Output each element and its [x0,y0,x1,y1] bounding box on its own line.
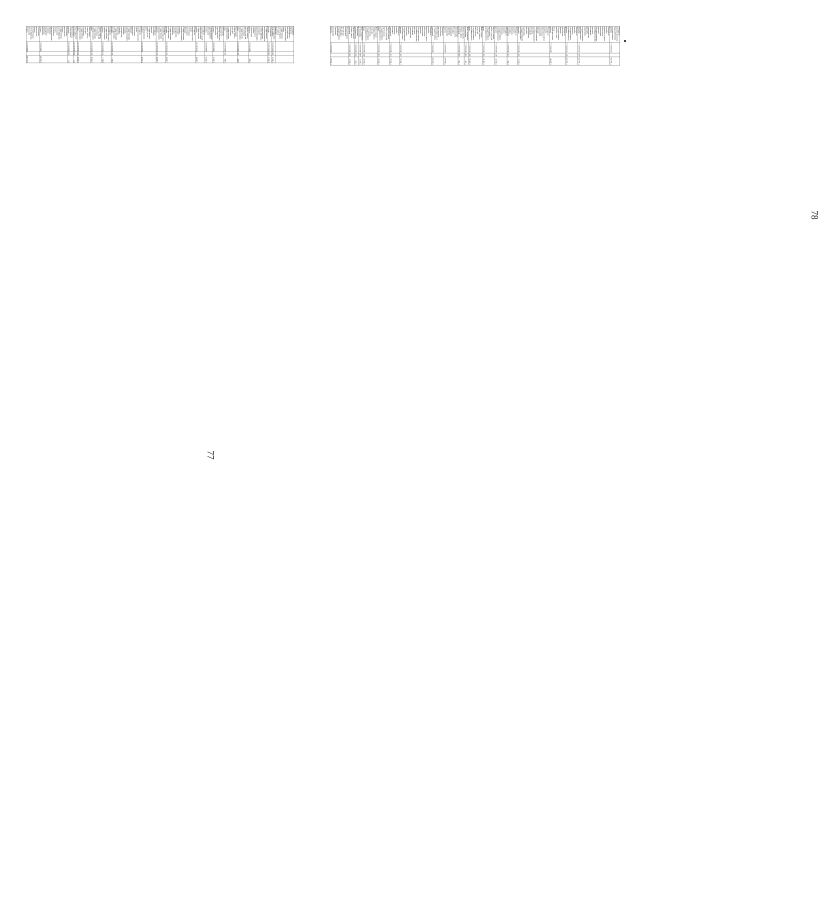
row-expense-type: 240 [77,52,90,56]
table-row [90,26,101,63]
row-code: 77 1 00 00000 [26,42,39,52]
table-row [507,26,517,65]
table-row [495,26,507,65]
row-amount: 4 762,5 [495,57,507,65]
row-name: Расходы на выплаты персоналу в целях обеспечения выполнения функций государственными (муниципальными) органами, казенными учреждениями, органами управления государственными внебюджетными фондами [399,26,432,42]
row-name: Иные закупки товаров, работ и услуг для обеспечения государственных (муниципальных) нужд [468,26,483,41]
row-expense-type: 800 [464,53,468,57]
page-number: 77 [205,450,216,460]
row-code: 77 2 00 00590 [377,42,389,53]
row-expense-type: 200 [237,52,248,56]
row-name: Расходы на выплаты по оплате труда работников государственных органов [609,26,620,42]
page-number: 78 [809,210,820,220]
row-expense-type: 100 [111,52,141,56]
table-row [389,26,399,65]
row-amount: 261,1 [458,57,464,65]
row-expense-type: 800 [73,52,76,55]
row-expense-type: 120 [102,52,111,56]
table-row [483,26,495,65]
table-row [39,26,67,63]
table-row [205,26,213,63]
row-amount: 210,0 [354,57,358,65]
table-row [377,26,389,65]
row-code: 77 1 00 00190 [464,42,468,53]
row-code: 76 0 00 00000 [213,42,224,52]
table-row [458,26,464,65]
row-amount: 312 093,1 [610,57,620,65]
row-name: Исполнение судебных актов [354,26,358,42]
row-name: Иные бюджетные ассигнования [73,26,77,42]
row-code: 77 2 00 00590 [359,42,363,53]
row-amount: 300,0 [237,55,248,63]
row-expense-type: 100 [517,53,549,57]
table-row [275,26,294,63]
row-amount: 1 198,8 [111,55,141,63]
row-name: Иные закупки товаров, работ и услуг для обеспечения государственных (муниципальных) нужд [224,26,237,42]
row-code: 76 1 00 00190 [111,42,141,52]
row-expense-type: 200 [483,53,495,57]
row-code: 76 1 00 00190 [102,42,111,52]
row-name: Расходы на выплаты персоналу государственных (муниципальных) органов [494,26,508,41]
row-code: 77 2 00 00590 [399,42,431,53]
table-row [363,26,377,65]
row-code: 77 2 00 00590 [389,42,399,53]
row-code: 75 2 00 20010 [271,42,274,52]
row-name: Расходы на выплаты персоналу в целях обеспечения выполнения функций государственными (муниципальными) органами, казенными учреждениями, органами управления государственными внебюджетными фондами [111,26,142,41]
row-name: Расходы на выплаты персоналу в целях обеспечения выполнения функций государственными (муниципальными) органами, казенными учреждениями, органами управления государственными внебюджетными фондами [577,26,610,42]
table-row [111,26,141,63]
row-code: 77 3 00 00000 [330,42,348,53]
row-amount: 29 471,8 [468,57,482,65]
table-row [141,26,156,63]
row-expense-type: 110 [389,53,399,57]
row-amount: 261,1 [464,57,468,65]
row-code: 77 2 00 00590 [348,42,354,53]
row-code: 77 1 00 00190 [483,42,495,53]
row-amount: 1 198,8 [102,55,111,63]
rotated-table-wrapper [26,26,294,63]
row-code: 75 2 00 20010 [267,42,270,52]
row-amount: 100 900,6 [444,57,458,65]
row-amount: 70 898,7 [389,57,399,65]
row-code: 77 1 00 00190 [458,42,464,53]
table-row [610,26,620,65]
row-amount: 312 093,1 [565,57,577,65]
row-amount: 24 080,7 [156,55,165,63]
document-page-77 [16,14,304,892]
row-name: Обеспечение деятельности органов государственной власти Еврейской автономной области, обеспечение функционирования отдельных казенных учреждений Еврейской автономной области [39,26,68,41]
row-code: 77 1 00 00190 [549,42,565,53]
row-name: Уплата налогов, сборов и иных платежей [67,26,73,42]
row-amount [275,55,294,63]
row-amount: 24 080,7 [195,55,204,63]
row-code: 76 1 00 00110 [166,42,196,52]
row-expense-type: 120 [565,53,577,57]
row-code [275,42,294,52]
table-row [102,26,111,63]
row-name: Расходы на обеспечение функций государственных органов, в том числе территориальных органов [141,26,156,42]
row-code: 75 2 00 20040 [224,42,237,52]
row-amount: 6 305,6 [359,57,363,65]
row-expense-type: 800 [271,52,274,55]
row-code: 76 1 00 00190 [73,42,76,52]
row-name: Расходы на выплаты персоналу казенных учреждений [507,26,517,42]
row-name: Иные бюджетные ассигнования [464,26,469,41]
row-code: 75 2 00 20040 [237,42,248,52]
table-row [248,26,267,63]
row-name: Закупка товаров, работ и услуг для обеспечения государственных (муниципальных) нужд [377,26,390,41]
row-code: 76 1 00 00190 [67,42,73,52]
row-code: 77 2 00 00000 [444,42,458,53]
row-name: Специальные расходы [267,26,271,42]
table-row [166,26,196,63]
row-name: Иные бюджетные ассигнования [358,26,364,41]
row-expense-type: 830 [354,53,358,57]
row-name: Расходы на выплаты по оплате труда работников государственных органов [195,26,206,41]
row-code: 76 1 00 00190 [90,42,101,52]
row-amount: 52 242,1 [213,55,224,63]
row-amount: 29 471,8 [483,57,495,65]
row-name: Иные закупки товаров, работ и услуг для обеспечения государственных (муниципальных) нужд [363,26,378,41]
row-amount: 300,0 [224,55,237,63]
row-expense-type: 240 [363,53,377,57]
row-amount: 11 896,3 [267,56,270,63]
rotated-table-wrapper [330,26,620,65]
row-code: 77 2 00 00590 [354,42,358,53]
table-row [77,26,90,63]
row-name: Закупка товаров, работ и услуг для обеспечения государственных (муниципальных) нужд [237,26,248,42]
table-row [271,26,275,63]
row-name: Иные закупки товаров, работ и услуг для обеспечения государственных (муниципальных) нужд [77,26,90,42]
row-name: Расходы на выплаты персоналу казенных учреждений [389,26,399,42]
row-expense-type: 200 [90,52,101,56]
row-code: 77 1 00 00190 [507,42,517,53]
row-amount: 70 898,7 [399,57,431,65]
row-amount: 11 896,3 [271,56,274,63]
row-amount: 6 095,6 [348,57,354,65]
row-amount: 649 303,0 [39,55,67,63]
table-row [26,26,39,63]
row-amount: 5 147,8 [517,57,549,65]
row-expense-type: 850 [458,53,464,57]
budget-table [330,26,620,65]
row-name: Уплата налогов, сборов и иных платежей [458,26,464,42]
row-code: 77 2 00 00590 [363,42,377,53]
row-expense-type: 110 [507,53,517,57]
table-row [517,26,549,65]
row-name: Иные бюджетные ассигнования [271,26,275,42]
row-name: Закупка товаров, работ и услуг для обеспечения государственных (муниципальных) нужд [482,26,495,41]
row-expense-type: 100 [166,52,196,56]
row-amount: 24 080,7 [166,55,196,63]
table-row [348,26,354,65]
row-name: Аппарат мировых судов Еврейской автономной области [205,26,213,42]
row-name: Расходы на выплаты персоналу государственных (муниципальных) органов [156,26,166,41]
row-name: Расходы на выплаты персоналу в целях обеспечения выполнения функций государственными (муниципальными) органами, казенными учреждениями, органами управления государственными внебюджетными фондами [517,26,550,42]
row-name: Обеспечение деятельности аппаратов мировых судов Еврейской автономной области [212,26,225,41]
row-name: Государственная автоматизированная информационная система «Выборы», повышение правовой культуры избирателей и обучение организаторов выборов [248,26,268,42]
table-row [330,26,348,65]
row-expense-type: 240 [224,52,237,56]
row-name: Проведение выборов и референдумов в законодательные (представительные) органы государственной власти субъектов Российской Федерации [275,26,294,41]
table-row [432,26,444,65]
row-amount: 2,0 [67,55,73,63]
row-amount: 26 960,6 [77,55,90,63]
row-expense-type: 850 [348,53,354,57]
row-name: Расходы на обеспечение функций государственных органов, в том числе территориальных органов [549,26,566,41]
table-row [195,26,204,63]
row-code: 77 1 00 00110 [578,42,610,53]
row-amount: 345 973,8 [26,55,39,63]
row-amount: 100 900,6 [432,57,444,65]
table-row [224,26,237,63]
row-name: Обеспечение деятельности органов исполнительной власти Еврейской автономной области [26,26,39,42]
row-amount: 52 242,1 [205,55,213,63]
row-code: 77 1 00 00110 [565,42,577,53]
row-name: Закупка товаров, работ и услуг для обеспечения государственных (муниципальных) нужд [90,26,101,42]
row-code: 76 1 00 00190 [77,42,90,52]
row-code: 76 1 00 00110 [156,42,165,52]
row-code: 76 1 00 00190 [141,42,156,52]
row-code: 77 1 00 00190 [468,42,482,53]
row-code: 77 1 00 00190 [495,42,507,53]
table-row [237,26,248,63]
row-expense-type: 120 [156,52,165,56]
table-row [578,26,610,65]
row-expense-type: 120 [495,53,507,57]
row-name: Расходы на обеспечение деятельности (оказание услуг) государственных учреждений [432,26,444,42]
row-amount: 23 696,3 [363,57,377,65]
row-amount: 28 161,4 [141,55,156,63]
row-code: 77 1 00 00110 [610,42,620,53]
row-expense-type: 240 [468,53,482,57]
document-page-78 [320,14,820,892]
row-name: Расходы на выплаты персоналу государственных (муниципальных) органов [565,26,578,41]
table-row [468,26,482,65]
row-name: Расходы на выплаты персоналу государственных (муниципальных) органов [101,26,112,41]
row-code: 77 2 00 00590 [432,42,444,53]
row-expense-type: 100 [578,53,610,57]
row-name: Расходы на выплаты персоналу в целях обеспечения выполнения функций государственными (муниципальными) органами, казенными учреждениями, органами управления государственными внебюджетными фондами [165,26,196,41]
row-amount: 23 696,3 [377,57,389,65]
row-name: Обеспечение деятельности казенных учреждений Еврейской автономной области [444,26,458,42]
table-row [213,26,224,63]
row-amount: 79 852,1 [330,57,348,65]
table-row [565,26,577,65]
row-expense-type: 880 [267,52,270,55]
row-amount: 312 093,1 [578,57,610,65]
table-row [156,26,165,63]
row-expense-type: 100 [399,53,431,57]
row-code: 76 1 00 00000 [205,42,213,52]
row-expense-type: 850 [67,52,73,56]
table-row [399,26,431,65]
row-code: 77 0 00 00000 [39,42,67,52]
row-amount: 34 880,7 [549,57,565,65]
row-amount: 300,0 [248,55,267,63]
row-amount: 26 960,6 [90,55,101,63]
row-amount: 2,0 [73,55,77,63]
table-row [444,26,458,65]
table-row [549,26,565,65]
row-name: Уплата налогов, сборов и иных платежей [348,26,354,42]
row-expense-type: 200 [377,53,389,57]
budget-table [26,26,294,63]
row-code: 76 1 00 00110 [195,42,204,52]
row-code: 77 1 00 00190 [517,42,549,53]
scan-speck [624,40,626,42]
row-amount: 385,3 [507,57,517,65]
row-code: 75 2 00 20040 [248,42,267,52]
row-name: Осуществление полномочий Российской Федерации и государственных полномочий Еврейской автономной области [330,26,348,42]
row-expense-type: 800 [359,53,363,57]
